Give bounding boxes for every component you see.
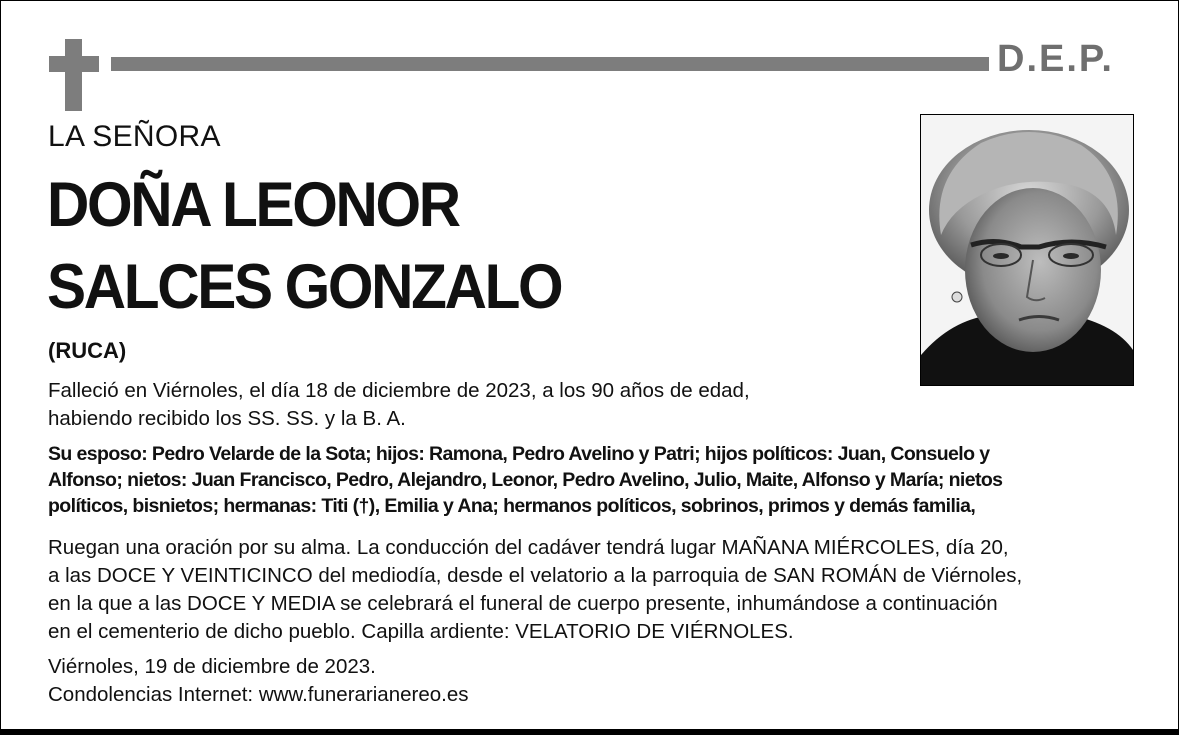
family-paragraph (48, 441, 1138, 519)
dep-label: D.E.P. (997, 38, 1114, 80)
ceremony-paragraph (48, 534, 1138, 646)
honorific-prefix: LA SEÑORA (48, 120, 221, 153)
death-line: Falleció en Viérnoles, el día 18 de diciembre de 2023, a los 90 años de edad, (48, 379, 750, 402)
family-line: Su esposo: Pedro Velarde de la Sota; hijos: Ramona, Pedro Avelino y Patri; hijos políticos: Juan, Consuelo y (48, 443, 990, 465)
ceremony-line: a las DOCE Y VEINTICINCO del mediodía, desde el velatorio a la parroquia de SAN ROMÁN de Viérnoles, (48, 564, 1023, 587)
ceremony-line: en la que a las DOCE Y MEDIA se celebrará el funeral de cuerpo presente, inhumándose a continuación (48, 592, 998, 615)
deceased-name-line2: SALCES GONZALO (47, 252, 562, 322)
header-rule (111, 57, 989, 71)
family-line: políticos, bisnietos; hermanas: Titi (†), Emilia y Ana; hermanos políticos, sobrinos, primos y demás familia, (48, 495, 976, 517)
ceremony-line: en el cementerio de dicho pueblo. Capilla ardiente: VELATORIO DE VIÉRNOLES. (48, 620, 794, 643)
place-date-line: Viérnoles, 19 de diciembre de 2023. (48, 655, 376, 678)
death-line: habiendo recibido los SS. SS. y la B. A. (48, 407, 406, 430)
family-line: Alfonso; nietos: Juan Francisco, Pedro, Alejandro, Leonor, Pedro Avelino, Julio, Maite, Alfonso y María; nietos (48, 469, 1003, 491)
portrait-photo (920, 114, 1134, 386)
deceased-name-line1: DOÑA LEONOR (47, 170, 459, 240)
cross-icon (49, 39, 99, 111)
condolences-line: Condolencias Internet: www.funerarianereo.es (48, 683, 469, 706)
ceremony-line: Ruegan una oración por su alma. La conducción del cadáver tendrá lugar MAÑANA MIÉRCOLES, día 20, (48, 536, 1009, 559)
death-paragraph (48, 377, 1138, 433)
deceased-alias: (RUCA) (48, 338, 127, 363)
footer-paragraph (48, 653, 1138, 709)
portrait-image-icon (921, 115, 1133, 385)
